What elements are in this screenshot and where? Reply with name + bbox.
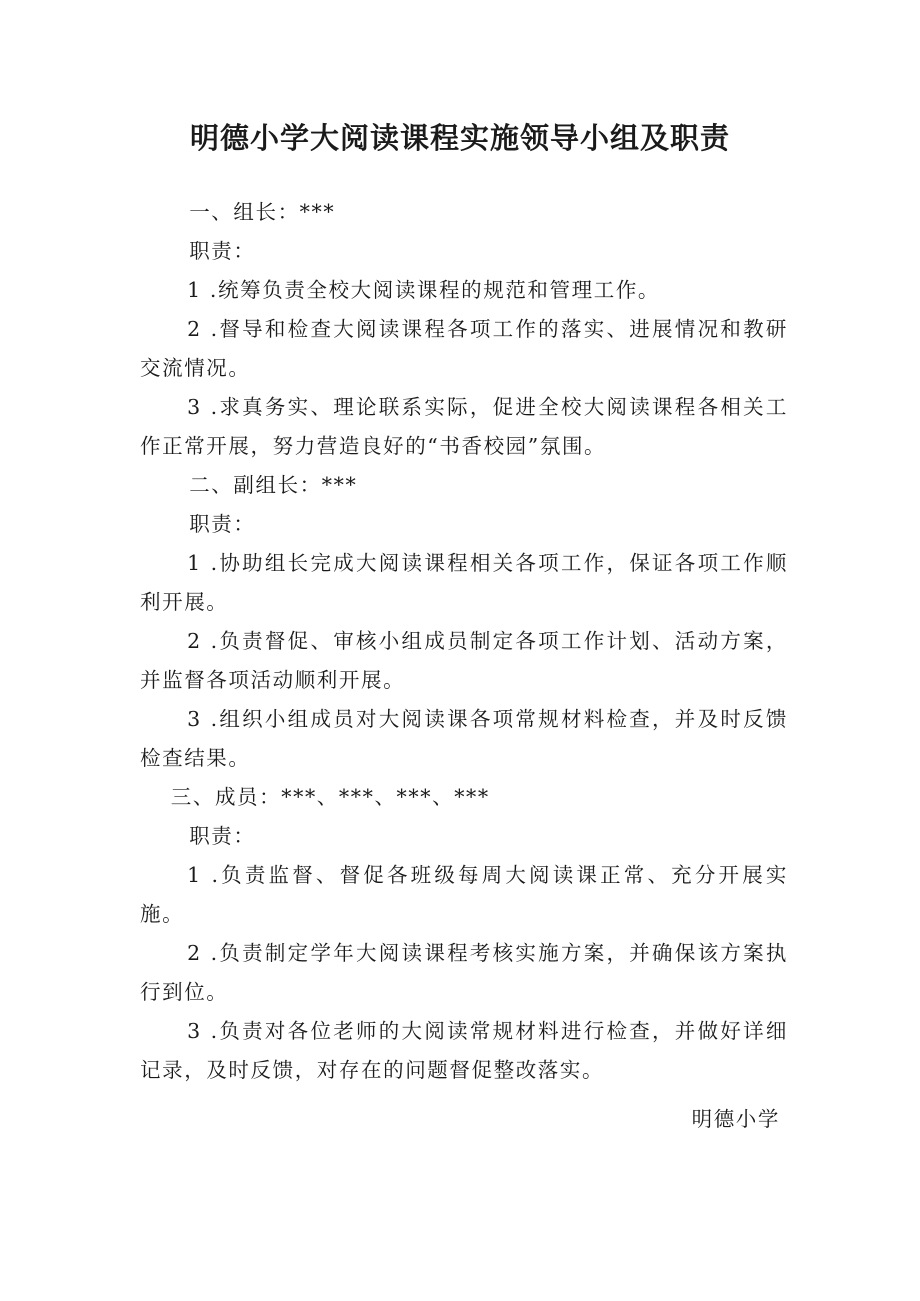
- duty-item: 3 .组织小组成员对大阅读课各项常规材料检查，并及时反馈检查结果。: [140, 707, 788, 770]
- duty-item: 1 .协助组长完成大阅读课程相关各项工作，保证各项工作顺利开展。: [140, 551, 788, 614]
- section-heading-leader: 一、组长：***: [189, 200, 336, 224]
- duty-item: 1 .负责监督、督促各班级每周大阅读课正常、充分开展实施。: [140, 863, 788, 926]
- section-heading-deputy-leader: 二、副组长：***: [189, 473, 358, 497]
- document-body: [140, 193, 788, 1090]
- duty-item: 1 .统筹负责全校大阅读课程的规范和管理工作。: [187, 278, 661, 302]
- duty-item: 3 .负责对各位老师的大阅读常规材料进行检查，并做好详细记录，及时反馈，对存在的问题督促整改落实。: [140, 1019, 788, 1082]
- page-title: 明德小学大阅读课程实施领导小组及职责: [189, 121, 730, 155]
- duty-item: 2 .督导和检查大阅读课程各项工作的落实、进展情况和教研交流情况。: [140, 317, 788, 380]
- duty-item: 3 .求真务实、理论联系实际，促进全校大阅读课程各相关工作正常开展，努力营造良好的“书香校园”氛围。: [140, 395, 788, 458]
- duty-item: 2 .负责制定学年大阅读课程考核实施方案，并确保该方案执行到位。: [140, 941, 788, 1004]
- duty-label: 职责：: [189, 512, 256, 536]
- signature-school-name: 明德小学: [691, 1107, 780, 1131]
- duty-label: 职责：: [189, 824, 256, 848]
- section-heading-members: 三、成员：***、***、***、***: [170, 785, 490, 809]
- duty-label: 职责：: [189, 239, 256, 263]
- duty-item: 2 .负责督促、审核小组成员制定各项工作计划、活动方案，并监督各项活动顺利开展。: [140, 629, 788, 692]
